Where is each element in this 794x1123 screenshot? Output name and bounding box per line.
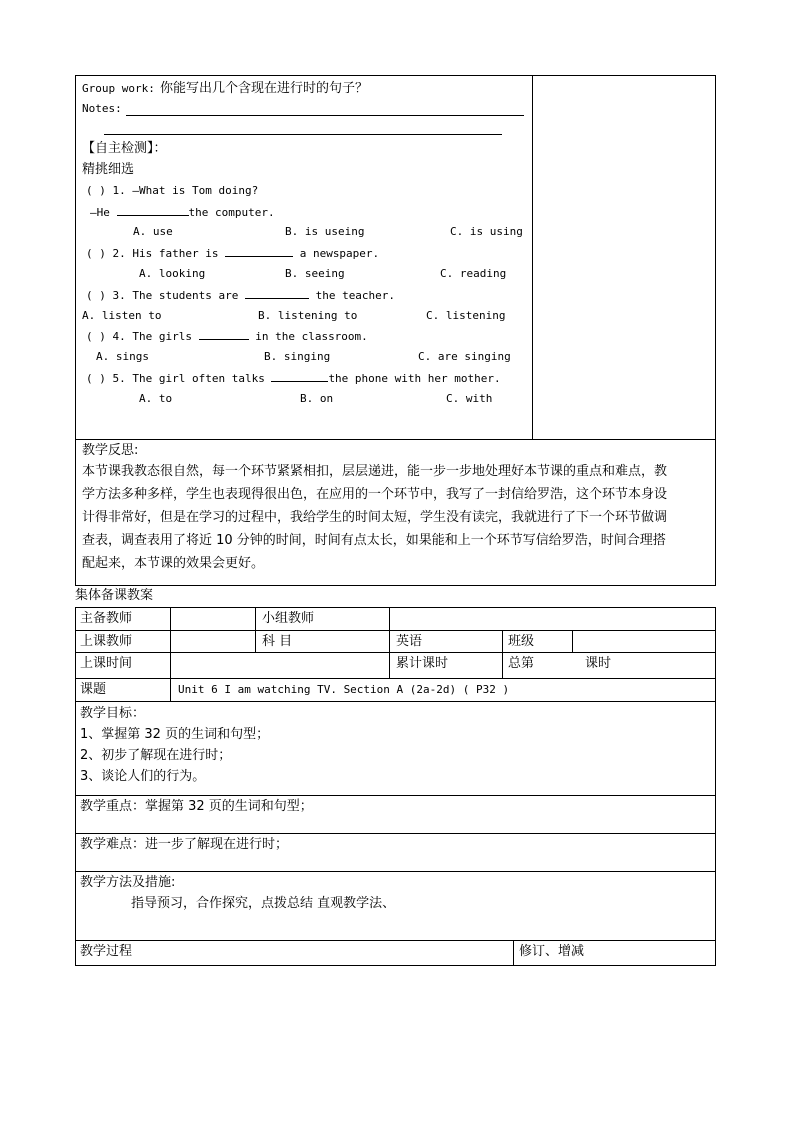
group-work-line <box>82 79 368 97</box>
q4-option-b: B. singing <box>264 350 331 363</box>
q2-option-a: A. looking <box>139 267 206 280</box>
topic-value: Unit 6 I am watching TV. Section A (2a-2d) ( P32 ) <box>178 683 510 696</box>
notes-line-1 <box>126 115 524 116</box>
key-points: 教学重点：掌握第 32 页的生词和句型； <box>80 799 313 814</box>
methods-label: 教学方法及措施: <box>80 875 176 890</box>
class-label: 班级 <box>508 634 535 649</box>
topic-label: 课题 <box>80 682 107 697</box>
time-label: 上课时间 <box>80 656 133 671</box>
row-rule <box>75 795 716 796</box>
objective-item: 3、谈论人们的行为。 <box>80 769 206 784</box>
exercise-column-divider <box>532 75 533 440</box>
objective-item: 2、初步了解现在进行时； <box>80 748 232 763</box>
notes-line-2 <box>104 134 502 135</box>
reflection-line: 计得非常好，但是在学习的过程中，我给学生的时间太短，学生没有读完，我就进行了下一个环节做调 <box>82 510 668 525</box>
total-label: 总第 <box>508 656 535 671</box>
row-rule <box>75 833 716 834</box>
class-teacher-label: 上课教师 <box>80 634 133 649</box>
answer-blank <box>199 328 249 340</box>
col-rule <box>572 630 573 652</box>
q5-option-a: A. to <box>139 392 173 405</box>
row-rule <box>75 652 716 653</box>
q4-option-a: A. sings <box>96 350 149 363</box>
col-rule <box>170 607 171 701</box>
self-check-title: 【自主检测】： <box>82 141 167 156</box>
q3-option-b: B. listening to <box>258 309 358 322</box>
cumulative-label: 累计课时 <box>396 656 449 671</box>
difficulties: 教学难点：进一步了解现在进行时； <box>80 837 289 852</box>
q1-option-c: C. is using <box>450 225 523 238</box>
group-work-label: Group work: <box>82 82 155 95</box>
row-rule <box>75 701 716 702</box>
main-teacher-label: 主备教师 <box>80 611 133 626</box>
reflection-label: 教学反思: <box>82 443 139 458</box>
subject-label: 科 目 <box>262 634 293 649</box>
answer-blank <box>245 287 309 299</box>
q3-option-a: A. listen to <box>82 309 162 322</box>
col-rule <box>389 607 390 678</box>
group-work-text: 你能写出几个含现在进行时的句子？ <box>159 81 368 96</box>
answer-blank <box>225 245 293 257</box>
question-2: ( ) 2. His father is a newspaper. <box>86 247 380 260</box>
reflection-line: 学方法多种多样，学生也表现得很出色，在应用的一个环节中，我写了一封信给罗浩，这个环节本身设 <box>82 487 668 502</box>
question-1: ( ) 1. —What is Tom doing? <box>86 184 259 197</box>
q1-option-b: B. is useing <box>285 225 365 238</box>
col-rule <box>502 630 503 678</box>
q5-option-b: B. on <box>300 392 334 405</box>
group-teacher-label: 小组教师 <box>262 611 315 626</box>
q2-option-b: B. seeing <box>285 267 345 280</box>
subject-value: 英语 <box>396 634 423 649</box>
objective-item: 1、掌握第 32 页的生词和句型； <box>80 727 270 742</box>
reflection-line: 配起来，本节课的效果会更好。 <box>82 556 265 571</box>
period-label: 课时 <box>585 656 612 671</box>
question-1-line-2: —He the computer. <box>90 206 275 219</box>
row-rule <box>75 630 716 631</box>
question-4: ( ) 4. The girls in the classroom. <box>86 330 368 343</box>
revision-label: 修订、增减 <box>519 944 585 959</box>
objectives-label: 教学目标： <box>80 706 146 721</box>
answer-blank <box>271 370 328 382</box>
q2-option-c: C. reading <box>440 267 507 280</box>
objectives-block <box>80 703 269 787</box>
q4-option-c: C. are singing <box>418 350 511 363</box>
reflection-divider <box>75 439 716 440</box>
notes-label: Notes: <box>82 102 122 115</box>
reflection-line: 本节课我教态很自然，每一个环节紧紧相扣，层层递进，能一步一步地处理好本节课的重点和难点，教 <box>82 464 668 479</box>
plan-title: 集体备课教案 <box>75 588 154 603</box>
row-rule <box>75 678 716 679</box>
process-label: 教学过程 <box>80 944 133 959</box>
q5-option-c: C. with <box>446 392 493 405</box>
answer-blank <box>117 204 189 216</box>
question-3: ( ) 3. The students are the teacher. <box>86 289 396 302</box>
q3-option-c: C. listening <box>426 309 506 322</box>
methods-text: 指导预习，合作探究，点拨总结 直观教学法、 <box>131 896 396 911</box>
row-rule <box>75 940 716 941</box>
col-rule <box>255 607 256 652</box>
section-title: 精挑细选 <box>82 162 135 177</box>
reflection-line: 查表，调查表用了将近 10 分钟的时间，时间有点太长，如果能和上一个环节写信给罗浩，时间合理搭 <box>82 533 666 548</box>
question-5: ( ) 5. The girl often talks the phone with her mother. <box>86 372 501 385</box>
reflection-text <box>82 460 714 575</box>
q1-option-a: A. use <box>133 225 173 238</box>
col-rule <box>513 940 514 966</box>
row-rule <box>75 871 716 872</box>
